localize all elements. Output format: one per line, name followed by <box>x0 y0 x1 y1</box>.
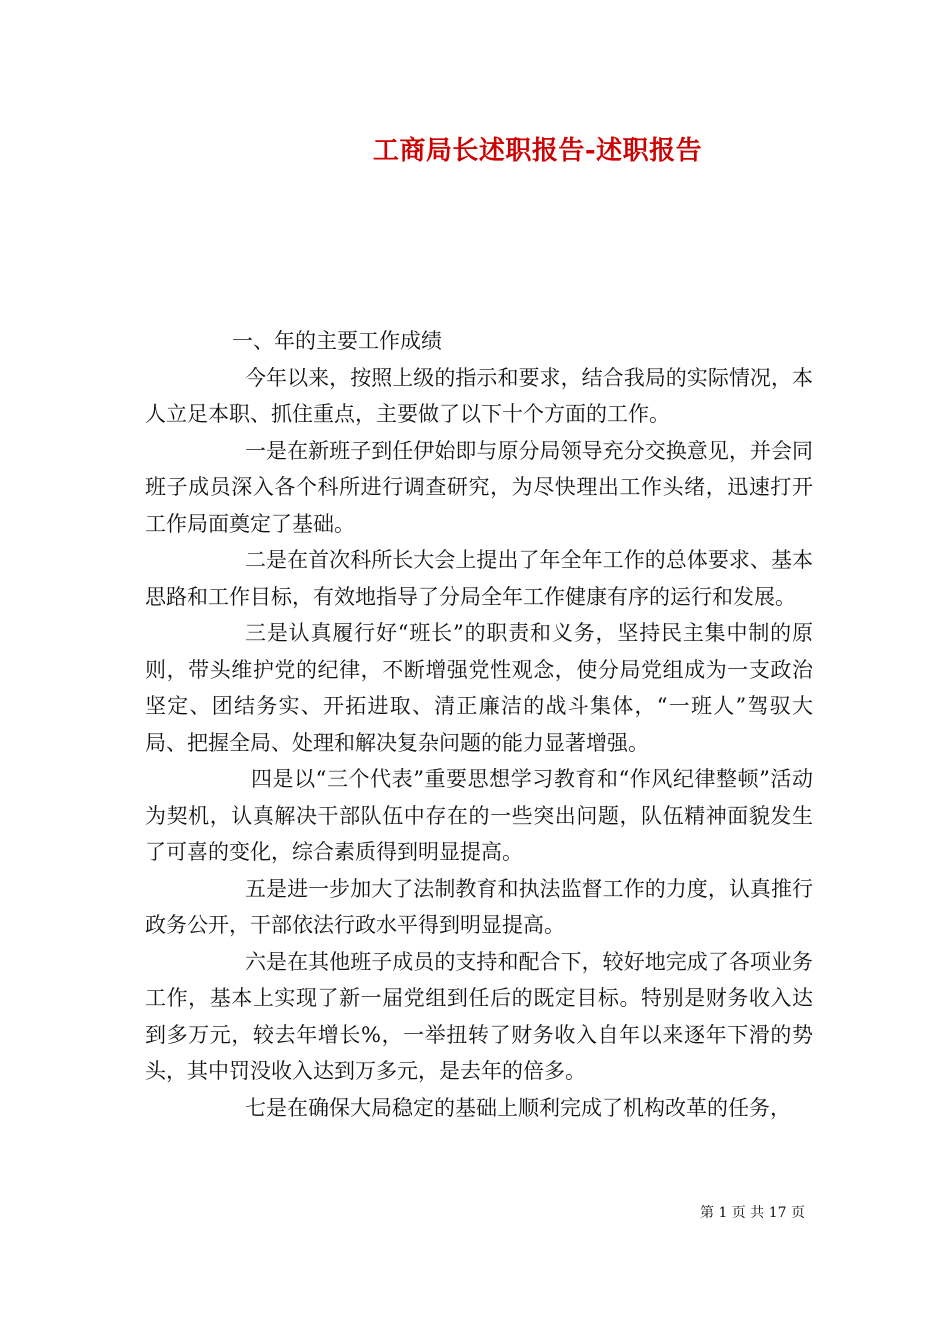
paragraph-item-5: 五是进一步加大了法制教育和执法监督工作的力度，认真推行政务公开，干部依法行政水平得到明显提高。 <box>145 876 813 937</box>
page-number-footer: 第 1 页 共 17 页 <box>700 1205 805 1221</box>
paragraph-item-1: 一是在新班子到任伊始即与原分局领导充分交换意见，并会同班子成员深入各个科所进行调查研究，为尽快理出工作头绪，迅速打开工作局面奠定了基础。 <box>145 438 813 536</box>
paragraph-item-7: 七是在确保大局稳定的基础上顺利完成了机构改革的任务， <box>245 1095 791 1120</box>
document-body <box>145 323 813 1126</box>
document-title: 工商局长述职报告-述职报告 <box>372 136 703 166</box>
paragraph-intro: 今年以来，按照上级的指示和要求，结合我局的实际情况，本人立足本职、抓住重点，主要做了以下十个方面的工作。 <box>145 365 813 426</box>
paragraph-item-2: 二是在首次科所长大会上提出了年全年工作的总体要求、基本思路和工作目标，有效地指导了分局全年工作健康有序的运行和发展。 <box>145 548 813 609</box>
section-heading: 一、年的主要工作成绩 <box>232 329 442 353</box>
paragraph-item-4: 四是以“三个代表”重要思想学习教育和“作风纪律整顿”活动为契机，认真解决干部队伍中存在的一些突出问题，队伍精神面貌发生了可喜的变化，综合素质得到明显提高。 <box>145 767 813 864</box>
paragraph-item-6: 六是在其他班子成员的支持和配合下，较好地完成了各项业务工作，基本上实现了新一届党组到任后的既定目标。特别是财务收入达到多万元，较去年增长%，一举扭转了财务收入自年以来逐年下滑的势头，其中罚没收入达到万多元，是去年的倍多。 <box>145 949 813 1083</box>
paragraph-item-3: 三是认真履行好“班长”的职责和义务，坚持民主集中制的原则，带头维护党的纪律，不断增强党性观念，使分局党组成为一支政治坚定、团结务实、开拓进取、清正廉洁的战斗集体，“一班人”驾驭大局、把握全局、处理和解决复杂问题的能力显著增强。 <box>145 621 813 755</box>
